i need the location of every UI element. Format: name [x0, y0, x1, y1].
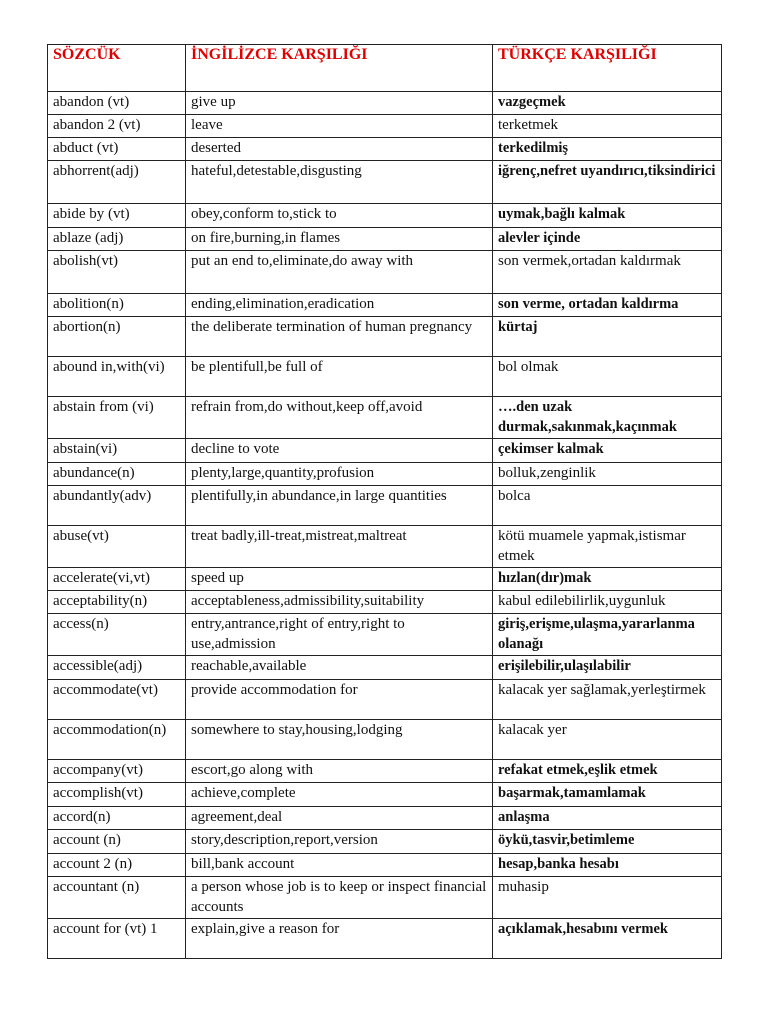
table-row [48, 92, 722, 115]
table-row [48, 486, 722, 526]
table-row [48, 526, 722, 568]
english-cell: somewhere to stay,housing,lodging [186, 720, 493, 760]
word-cell: abide by (vt) [48, 204, 186, 228]
word-cell: access(n) [48, 614, 186, 656]
word-cell: account 2 (n) [48, 854, 186, 877]
english-cell: plenty,large,quantity,profusion [186, 463, 493, 486]
english-cell: bill,bank account [186, 854, 493, 877]
turkish-cell: bolca [493, 486, 722, 526]
table-row [48, 591, 722, 614]
turkish-cell: bol olmak [493, 357, 722, 397]
english-cell: refrain from,do without,keep off,avoid [186, 397, 493, 439]
english-cell: hateful,detestable,disgusting [186, 161, 493, 204]
word-cell: accompany(vt) [48, 760, 186, 783]
english-cell: reachable,available [186, 656, 493, 680]
turkish-cell: açıklamak,hesabını vermek [493, 919, 722, 959]
word-cell: abstain from (vi) [48, 397, 186, 439]
word-cell: accomplish(vt) [48, 783, 186, 807]
turkish-cell: hesap,banka hesabı [493, 854, 722, 877]
table-row [48, 397, 722, 439]
table-row [48, 357, 722, 397]
table-row [48, 877, 722, 919]
english-cell: story,description,report,version [186, 830, 493, 854]
english-cell: give up [186, 92, 493, 115]
turkish-cell: kürtaj [493, 317, 722, 357]
english-cell: speed up [186, 568, 493, 591]
turkish-cell: iğrenç,nefret uyandırıcı,tiksindirici [493, 161, 722, 204]
english-cell: deserted [186, 138, 493, 161]
table-row [48, 115, 722, 138]
table-row [48, 830, 722, 854]
table-row [48, 680, 722, 720]
table-row [48, 161, 722, 204]
turkish-cell: kabul edilebilirlik,uygunluk [493, 591, 722, 614]
word-cell: abortion(n) [48, 317, 186, 357]
table-row [48, 228, 722, 251]
header-turkish: TÜRKÇE KARŞILIĞI [493, 45, 722, 92]
english-cell: acceptableness,admissibility,suitability [186, 591, 493, 614]
table-row [48, 854, 722, 877]
table-row [48, 807, 722, 830]
word-cell: accountant (n) [48, 877, 186, 919]
turkish-cell: muhasip [493, 877, 722, 919]
table-row [48, 204, 722, 228]
english-cell: explain,give a reason for [186, 919, 493, 959]
english-cell: ending,elimination,eradication [186, 294, 493, 317]
turkish-cell: bolluk,zenginlik [493, 463, 722, 486]
english-cell: achieve,complete [186, 783, 493, 807]
turkish-cell: terkedilmiş [493, 138, 722, 161]
english-cell: obey,conform to,stick to [186, 204, 493, 228]
english-cell: provide accommodation for [186, 680, 493, 720]
word-cell: accelerate(vi,vt) [48, 568, 186, 591]
table-row [48, 138, 722, 161]
turkish-cell: kalacak yer [493, 720, 722, 760]
vocabulary-table [47, 44, 722, 959]
english-cell: on fire,burning,in flames [186, 228, 493, 251]
turkish-cell: çekimser kalmak [493, 439, 722, 463]
turkish-cell: ….den uzak durmak,sakınmak,kaçınmak [493, 397, 722, 439]
word-cell: acceptability(n) [48, 591, 186, 614]
table-header-row [48, 45, 722, 92]
header-english: İNGİLİZCE KARŞILIĞI [186, 45, 493, 92]
english-cell: a person whose job is to keep or inspect financial accounts [186, 877, 493, 919]
turkish-cell: öykü,tasvir,betimleme [493, 830, 722, 854]
word-cell: abolition(n) [48, 294, 186, 317]
word-cell: account (n) [48, 830, 186, 854]
table-row [48, 568, 722, 591]
table-row [48, 251, 722, 294]
table-row [48, 439, 722, 463]
table-row [48, 317, 722, 357]
word-cell: abandon 2 (vt) [48, 115, 186, 138]
english-cell: plentifully,in abundance,in large quantities [186, 486, 493, 526]
english-cell: agreement,deal [186, 807, 493, 830]
word-cell: account for (vt) 1 [48, 919, 186, 959]
english-cell: escort,go along with [186, 760, 493, 783]
english-cell: the deliberate termination of human pregnancy [186, 317, 493, 357]
table-row [48, 720, 722, 760]
word-cell: abundance(n) [48, 463, 186, 486]
turkish-cell: kalacak yer sağlamak,yerleştirmek [493, 680, 722, 720]
word-cell: accessible(adj) [48, 656, 186, 680]
header-word: SÖZCÜK [48, 45, 186, 92]
word-cell: abuse(vt) [48, 526, 186, 568]
table-row [48, 656, 722, 680]
table-row [48, 294, 722, 317]
turkish-cell: giriş,erişme,ulaşma,yararlanma olanağı [493, 614, 722, 656]
word-cell: accommodate(vt) [48, 680, 186, 720]
turkish-cell: son vermek,ortadan kaldırmak [493, 251, 722, 294]
english-cell: put an end to,eliminate,do away with [186, 251, 493, 294]
turkish-cell: kötü muamele yapmak,istismar etmek [493, 526, 722, 568]
word-cell: abolish(vt) [48, 251, 186, 294]
word-cell: abduct (vt) [48, 138, 186, 161]
table-row [48, 614, 722, 656]
english-cell: leave [186, 115, 493, 138]
word-cell: accommodation(n) [48, 720, 186, 760]
word-cell: accord(n) [48, 807, 186, 830]
turkish-cell: refakat etmek,eşlik etmek [493, 760, 722, 783]
turkish-cell: vazgeçmek [493, 92, 722, 115]
english-cell: be plentifull,be full of [186, 357, 493, 397]
table-row [48, 919, 722, 959]
word-cell: abstain(vi) [48, 439, 186, 463]
table-row [48, 463, 722, 486]
english-cell: entry,antrance,right of entry,right to use,admission [186, 614, 493, 656]
turkish-cell: erişilebilir,ulaşılabilir [493, 656, 722, 680]
turkish-cell: başarmak,tamamlamak [493, 783, 722, 807]
turkish-cell: alevler içinde [493, 228, 722, 251]
word-cell: abhorrent(adj) [48, 161, 186, 204]
english-cell: treat badly,ill-treat,mistreat,maltreat [186, 526, 493, 568]
word-cell: abandon (vt) [48, 92, 186, 115]
table-row [48, 783, 722, 807]
turkish-cell: terketmek [493, 115, 722, 138]
word-cell: abound in,with(vi) [48, 357, 186, 397]
english-cell: decline to vote [186, 439, 493, 463]
turkish-cell: hızlan(dır)mak [493, 568, 722, 591]
turkish-cell: uymak,bağlı kalmak [493, 204, 722, 228]
table-row [48, 760, 722, 783]
turkish-cell: anlaşma [493, 807, 722, 830]
turkish-cell: son verme, ortadan kaldırma [493, 294, 722, 317]
word-cell: abundantly(adv) [48, 486, 186, 526]
word-cell: ablaze (adj) [48, 228, 186, 251]
